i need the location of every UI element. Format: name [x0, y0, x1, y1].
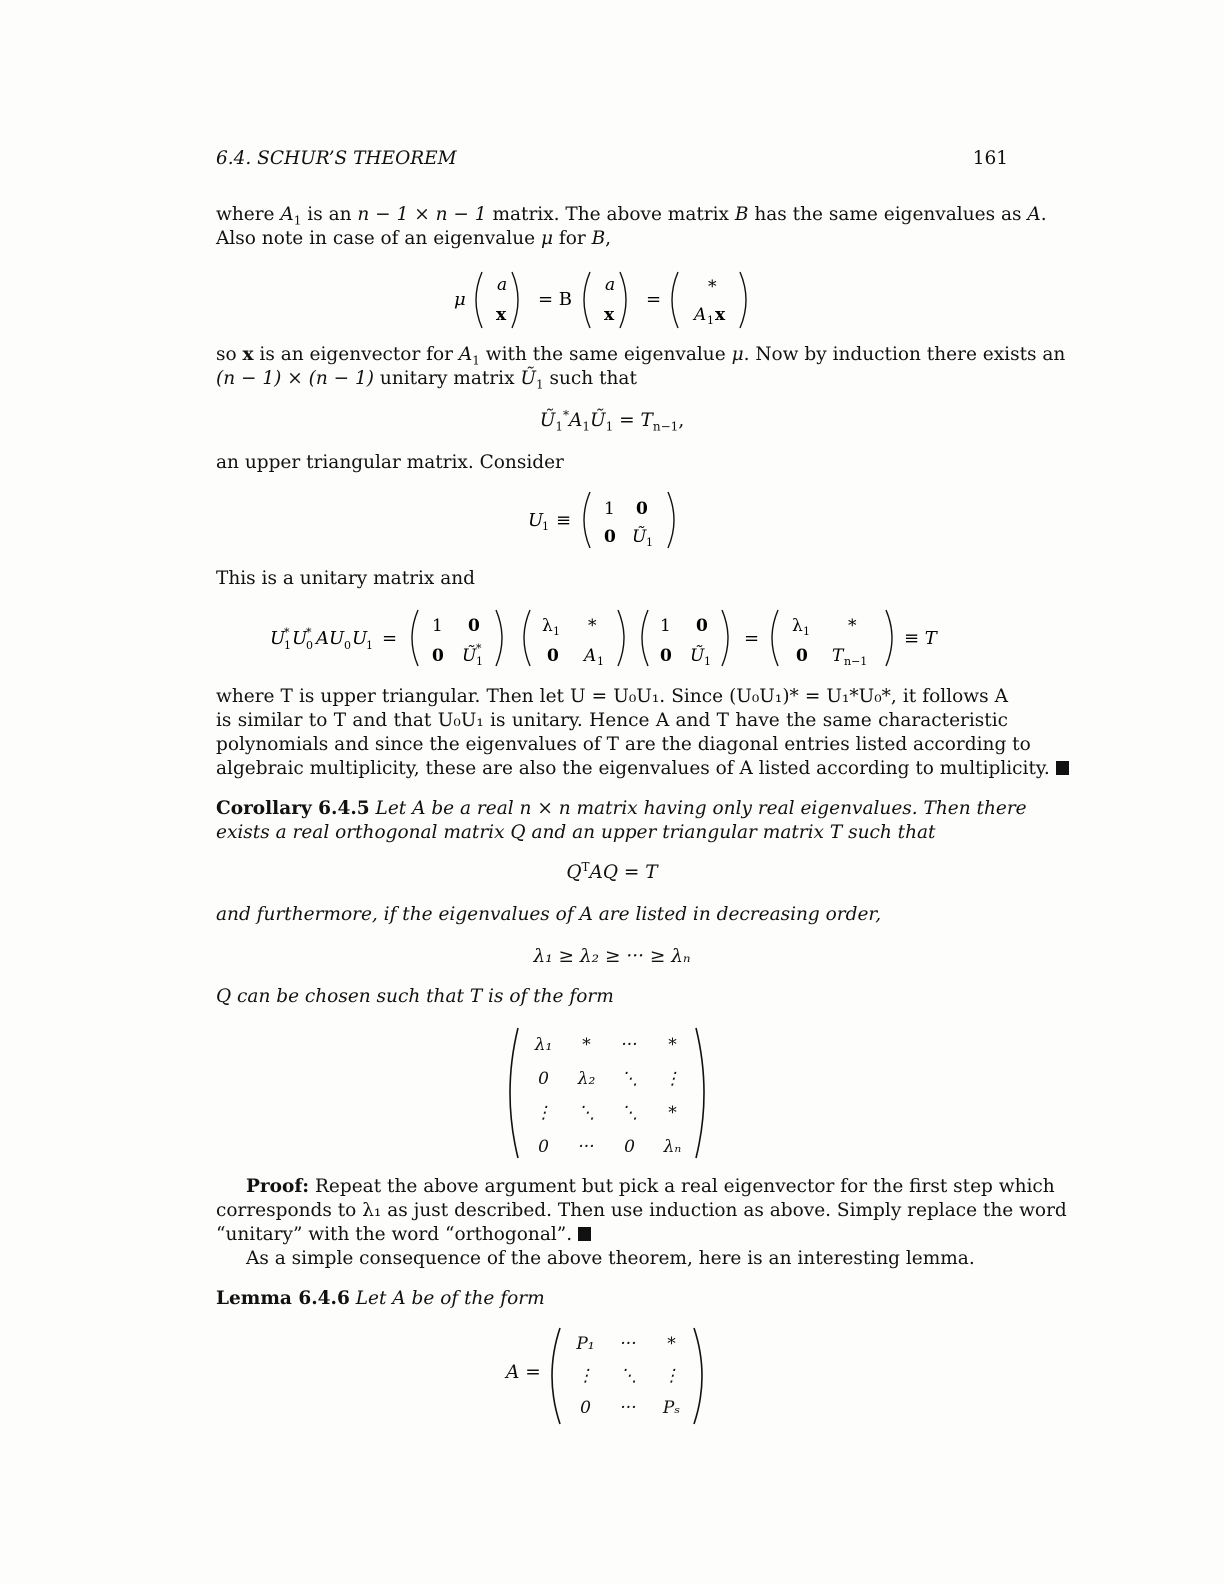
proof-line-1: Proof: Repeat the above argument but pick a real eigenvector for the first step which — [246, 1176, 1055, 1197]
running-header-section: 6.4. SCHUR’S THEOREM — [216, 148, 457, 169]
paragraph-4: This is a unitary matrix and — [216, 568, 475, 589]
left-paren — [510, 1028, 518, 1158]
matrix-entry: 0 — [796, 646, 808, 666]
matrix-grid — [522, 1028, 694, 1164]
matrix-entry: ⋱ — [620, 1366, 637, 1386]
matrix-entry: 0 — [538, 1137, 549, 1157]
proof-label: Proof: — [246, 1176, 310, 1197]
equation-U1-definition — [526, 488, 696, 552]
lhs-U: U — [292, 628, 308, 649]
right-paren — [512, 272, 518, 328]
lemma-lhs: A = — [506, 1362, 541, 1383]
sub: 1 — [704, 655, 711, 668]
matrix-entry: ⋮ — [535, 1103, 552, 1123]
sub: 1 — [803, 625, 810, 638]
sub: 0 — [344, 639, 351, 652]
matrix-entry: ··· — [620, 1398, 637, 1418]
equation-U1-graphic — [526, 488, 696, 552]
matrix-entry: 1 — [660, 616, 671, 636]
matrix-entry: ··· — [621, 1035, 638, 1055]
matrix-entry: * — [588, 616, 597, 636]
matrix-entry: T — [832, 646, 844, 666]
matrix-entry: ··· — [578, 1137, 595, 1157]
matrix-entry: 0 — [547, 646, 559, 666]
matrix-entry: * — [848, 616, 857, 636]
matrix-entry-sub: 1 — [646, 536, 653, 549]
sup: * — [306, 626, 312, 639]
paragraph-1-line-1: where $A_1$ is an n − 1 × n − 1 matrix. The above matrix B has the same eigenvalues as A. — [216, 204, 1047, 228]
right-paren — [696, 1028, 704, 1158]
matrix-entry: ··· — [620, 1334, 637, 1354]
sub: 1 — [476, 655, 483, 668]
equiv-symbol: ≡ — [556, 510, 572, 531]
corollary-line-3: and furthermore, if the eigenvalues of A are listed in decreasing order, — [216, 904, 882, 925]
proof-line-2: corresponds to λ₁ as just described. Then use induction as above. Simply replace the word — [216, 1200, 1067, 1221]
matrix-entry: ⋱ — [621, 1103, 638, 1123]
left-paren — [412, 610, 418, 666]
sub: 1 — [366, 639, 373, 652]
matrix-entry: Ũ — [690, 646, 705, 666]
lemma-statement: Lemma 6.4.6 Let A be of the form — [216, 1288, 545, 1309]
corollary-line-1: Corollary 6.4.5 Let A be a real n × n matrix having only real eigenvalues. Then there — [216, 798, 1027, 819]
paragraph-2-line-2: (n − 1) × (n − 1) unitary matrix $Ũ_1$ such that — [216, 368, 637, 392]
left-paren — [672, 272, 678, 328]
matrix-entry: λ — [542, 616, 553, 636]
right-paren — [740, 272, 746, 328]
lhs-U: U — [270, 628, 286, 649]
matrix-entry: 0 — [624, 1137, 635, 1157]
vec-a: a — [497, 275, 508, 295]
U-symbol: U — [528, 510, 544, 531]
matrix-entry: 0 — [660, 646, 672, 666]
sub: 1 — [284, 639, 291, 652]
matrix-entry: ⋮ — [664, 1069, 681, 1089]
left-paren — [642, 610, 648, 666]
left-paren — [772, 610, 778, 666]
equiv-T: ≡ T — [904, 628, 937, 649]
matrix-entry: λₙ — [663, 1137, 682, 1157]
equals: = — [646, 289, 662, 310]
matrix-entry: 0 — [604, 527, 616, 547]
paragraph-6: As a simple consequence of the above theorem, here is an interesting lemma. — [246, 1248, 975, 1269]
matrix-entry: Pₛ — [662, 1398, 681, 1418]
matrix-entry: 0 — [696, 616, 708, 636]
sub: n−1 — [844, 655, 868, 668]
matrix-entry: Ũ — [632, 527, 647, 547]
equation-eigenvector — [450, 268, 770, 332]
right-paren — [694, 1328, 702, 1424]
equation-schur-product-graphic — [270, 606, 960, 670]
matrix-entry: * — [668, 1035, 677, 1055]
matrix-entry: ⋱ — [578, 1103, 595, 1123]
qed-square-icon — [578, 1227, 591, 1241]
matrix-entry: 1 — [604, 499, 615, 519]
vec-a: a — [605, 275, 616, 295]
mu-symbol: μ — [454, 289, 466, 310]
corollary-line-4: Q can be chosen such that T is of the form — [216, 986, 614, 1007]
left-paren — [552, 1328, 560, 1424]
matrix-entry: Ũ — [462, 646, 477, 666]
matrix-entry: ⋮ — [663, 1366, 680, 1386]
right-paren — [886, 610, 892, 666]
right-paren — [620, 272, 626, 328]
lhs-AU: AU — [316, 628, 345, 649]
paragraph-5-line-2: is similar to T and that U₀U₁ is unitary. Hence A and T have the same characteristic — [216, 710, 1008, 731]
matrix-entry: ⋮ — [577, 1366, 594, 1386]
equals: = — [744, 628, 760, 649]
matrix-entry: 0 — [636, 499, 648, 519]
U-sub: 1 — [542, 520, 549, 533]
equation-triangularization: $Ũ_1^*A_1Ũ_1 = T_{n-1}$, — [539, 407, 685, 434]
matrix-entry: 1 — [432, 616, 443, 636]
sub: 1 — [597, 655, 604, 668]
vec-x: x — [496, 305, 507, 325]
left-paren — [476, 272, 482, 328]
matrix-entry: P₁ — [576, 1334, 595, 1354]
matrix-entry: ⋱ — [621, 1069, 638, 1089]
right-paren — [722, 610, 728, 666]
star: * — [708, 277, 717, 297]
A1-sub: 1 — [707, 314, 714, 327]
matrix-entry: * — [667, 1334, 676, 1354]
block-triangular-matrix — [546, 1326, 710, 1426]
sub: 0 — [306, 639, 313, 652]
paragraph-1-line-2: Also note in case of an eigenvalue μ for B, — [216, 228, 612, 249]
sup: * — [476, 642, 482, 655]
left-paren — [584, 272, 590, 328]
vec-x: x — [604, 305, 615, 325]
matrix-entry: λ₂ — [577, 1069, 596, 1089]
eigenvalue-ordering: λ₁ ≥ λ₂ ≥ ··· ≥ λₙ — [533, 946, 691, 967]
lhs-U: U — [352, 628, 368, 649]
equation-schur-product — [270, 606, 960, 670]
equation-eigenvector-graphic — [450, 268, 770, 332]
left-paren — [524, 610, 530, 666]
matrix-entry: 0 — [468, 616, 480, 636]
matrix-entry: 0 — [538, 1069, 549, 1089]
matrix-entry: A — [584, 646, 597, 666]
right-paren — [668, 492, 674, 548]
matrix-grid — [564, 1328, 694, 1424]
equals: = — [382, 628, 398, 649]
matrix-entry: * — [582, 1035, 591, 1055]
matrix-entry: 0 — [580, 1398, 591, 1418]
paragraph-5-line-1: where T is upper triangular. Then let U = U₀U₁. Since (U₀U₁)* = U₁*U₀*, it follows A — [216, 686, 1008, 707]
sub: 1 — [553, 625, 560, 638]
matrix-entry: λ — [792, 616, 803, 636]
right-paren — [618, 610, 624, 666]
qed-square-icon — [1056, 761, 1069, 775]
vec-x: x — [715, 305, 726, 325]
matrix-entry: λ₁ — [534, 1035, 553, 1055]
paragraph-5-line-3: polynomials and since the eigenvalues of T are the diagonal entries listed according to — [216, 734, 1031, 755]
paragraph-2-line-1: so x is an eigenvector for $A_1$ with the same eigenvalue μ. Now by induction there exists an — [216, 344, 1066, 368]
A1-symbol: A — [694, 305, 707, 325]
matrix-entry: 0 — [432, 646, 444, 666]
left-paren — [584, 492, 590, 548]
paragraph-3: an upper triangular matrix. Consider — [216, 452, 564, 473]
proof-line-3: “unitary” with the word “orthogonal”. — [216, 1224, 1008, 1245]
paragraph-5-line-4: algebraic multiplicity, these are also the eigenvalues of A listed according to multiplicity. — [216, 758, 1008, 779]
right-paren — [496, 610, 502, 666]
equals-B: = B — [538, 289, 573, 310]
lemma-label: Lemma 6.4.6 — [216, 1288, 350, 1309]
corollary-equation: $Q^TAQ = T$ — [566, 859, 658, 883]
corollary-label: Corollary 6.4.5 — [216, 798, 370, 819]
sup: * — [284, 626, 290, 639]
upper-triangular-matrix — [504, 1026, 714, 1160]
page-number: 161 — [972, 148, 1008, 169]
matrix-entry: * — [668, 1103, 677, 1123]
corollary-line-2: exists a real orthogonal matrix Q and an upper triangular matrix T such that — [216, 822, 936, 843]
